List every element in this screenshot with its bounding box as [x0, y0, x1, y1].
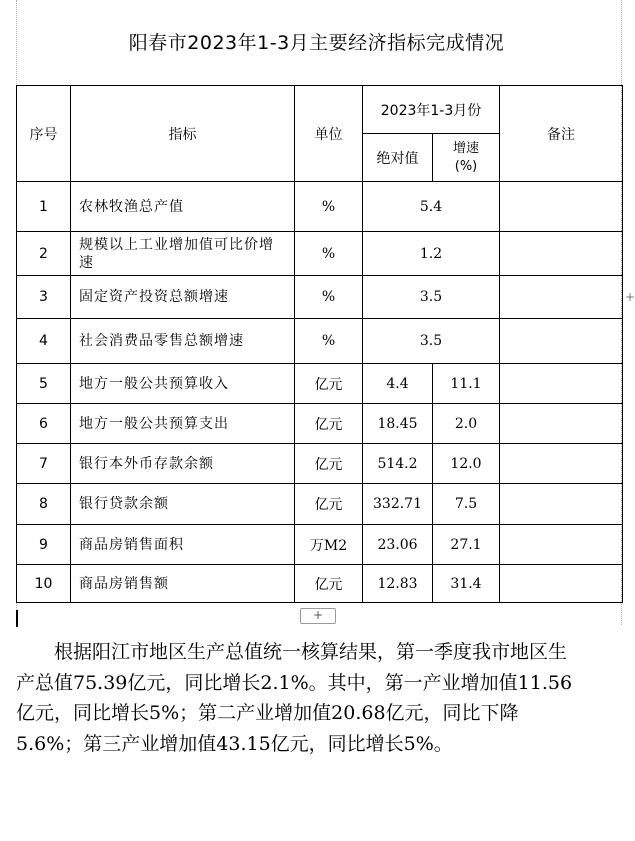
row-absolute: 514.2 [363, 444, 433, 484]
row-seq: 6 [17, 404, 71, 444]
row-unit: % [295, 232, 363, 276]
table-row [17, 232, 623, 276]
row-seq: 5 [17, 364, 71, 404]
row-seq: 1 [17, 182, 71, 232]
row-remark [500, 319, 623, 364]
table-row [17, 484, 623, 525]
row-indicator: 社会消费品零售总额增速 [71, 319, 295, 364]
row-indicator: 固定资产投资总额增速 [71, 276, 295, 319]
add-row-button[interactable]: + [300, 608, 336, 624]
row-unit: 亿元 [295, 484, 363, 525]
table-move-handle-icon[interactable]: + [625, 290, 635, 304]
row-seq: 3 [17, 276, 71, 319]
row-indicator: 地方一般公共预算支出 [71, 404, 295, 444]
header-growth [433, 134, 500, 182]
row-growth: 7.5 [433, 484, 500, 525]
row-indicator: 农林牧渔总产值 [71, 182, 295, 232]
table-row [17, 276, 623, 319]
row-value-merged: 5.4 [363, 182, 500, 232]
row-growth: 11.1 [433, 364, 500, 404]
header-growth-label: 增速 [452, 140, 479, 156]
row-seq: 9 [17, 525, 71, 565]
row-value-merged: 3.5 [363, 276, 500, 319]
row-value-merged: 1.2 [363, 232, 500, 276]
indicators-table[interactable] [16, 85, 623, 603]
table-header-row [17, 86, 623, 134]
row-indicator: 规模以上工业增加值可比价增速 [71, 232, 295, 276]
header-seq: 序号 [17, 86, 71, 182]
row-absolute: 332.71 [363, 484, 433, 525]
row-remark [500, 444, 623, 484]
header-indicator: 指标 [71, 86, 295, 182]
row-remark [500, 232, 623, 276]
table-row [17, 444, 623, 484]
table-row [17, 525, 623, 565]
row-remark [500, 525, 623, 565]
row-unit: 亿元 [295, 404, 363, 444]
summary-paragraph[interactable]: 根据阳江市地区生产总值统一核算结果，第一季度我市地区生产总值75.39亿元，同比增长2.1%。其中，第一产业增加值11.56亿元，同比增长5%；第二产业增加值20.68亿元，同比下降5.6%；第三产业增加值43.15亿元，同比增长5%。 [16, 641, 573, 755]
table-row [17, 364, 623, 404]
row-remark [500, 565, 623, 603]
row-unit: 亿元 [295, 444, 363, 484]
row-growth: 27.1 [433, 525, 500, 565]
row-indicator: 银行贷款余额 [71, 484, 295, 525]
row-growth: 2.0 [433, 404, 500, 444]
row-absolute: 4.4 [363, 364, 433, 404]
row-growth: 12.0 [433, 444, 500, 484]
row-unit: 万M2 [295, 525, 363, 565]
header-unit: 单位 [295, 86, 363, 182]
header-remark: 备注 [500, 86, 623, 182]
table-row [17, 319, 623, 364]
text-cursor [16, 610, 18, 627]
header-period: 2023年1-3月份 [363, 86, 500, 134]
row-indicator: 银行本外币存款余额 [71, 444, 295, 484]
row-remark [500, 276, 623, 319]
row-seq: 10 [17, 565, 71, 603]
row-seq: 2 [17, 232, 71, 276]
header-absolute: 绝对值 [363, 134, 433, 182]
row-indicator: 商品房销售面积 [71, 525, 295, 565]
row-unit: % [295, 319, 363, 364]
row-remark [500, 404, 623, 444]
table-row [17, 404, 623, 444]
row-remark [500, 484, 623, 525]
row-seq: 4 [17, 319, 71, 364]
row-absolute: 23.06 [363, 525, 433, 565]
document-title: 阳春市2023年1-3月主要经济指标完成情况 [128, 32, 505, 54]
row-unit: 亿元 [295, 565, 363, 603]
row-indicator: 商品房销售额 [71, 565, 295, 603]
row-unit: % [295, 276, 363, 319]
row-remark [500, 364, 623, 404]
table-row [17, 565, 623, 603]
row-unit: 亿元 [295, 364, 363, 404]
row-absolute: 12.83 [363, 565, 433, 603]
table-row [17, 182, 623, 232]
row-absolute: 18.45 [363, 404, 433, 444]
row-seq: 7 [17, 444, 71, 484]
row-seq: 8 [17, 484, 71, 525]
row-unit: % [295, 182, 363, 232]
row-value-merged: 3.5 [363, 319, 500, 364]
row-growth: 31.4 [433, 565, 500, 603]
header-growth-unit: (%) [454, 158, 478, 174]
row-indicator: 地方一般公共预算收入 [71, 364, 295, 404]
row-remark [500, 182, 623, 232]
